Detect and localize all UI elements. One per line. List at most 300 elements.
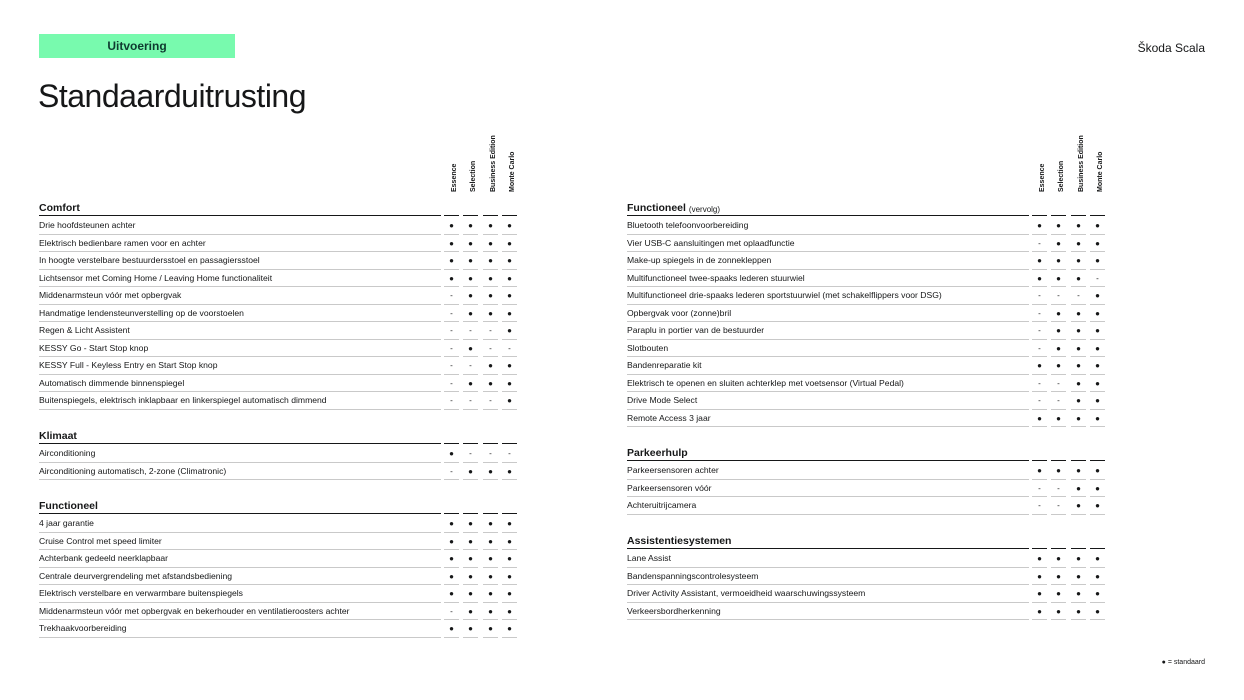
row-label: Parkeersensoren achter (627, 462, 1029, 480)
not-available-dash: - (1071, 287, 1086, 305)
standard-dot: ● (502, 392, 517, 410)
column-header-label: Monte Carlo (509, 151, 516, 192)
standard-dot: ● (1071, 568, 1086, 586)
standard-dot: ● (444, 235, 459, 253)
standard-dot: ● (463, 603, 478, 621)
standard-dot: ● (483, 603, 498, 621)
standard-dot: ● (463, 270, 478, 288)
standard-dot: ● (1090, 480, 1105, 498)
row-label: 4 jaar garantie (39, 515, 441, 533)
header-rule (463, 215, 478, 216)
standard-dot: ● (463, 568, 478, 586)
not-available-dash: - (483, 445, 498, 463)
header-rule (1051, 460, 1066, 461)
table-row (627, 497, 1107, 515)
table-row (39, 375, 519, 393)
standard-dot: ● (444, 533, 459, 551)
not-available-dash: - (463, 445, 478, 463)
header-rule (444, 513, 459, 514)
standard-dot: ● (1090, 357, 1105, 375)
standard-dot: ● (1051, 410, 1066, 428)
not-available-dash: - (1032, 480, 1047, 498)
standard-dot: ● (483, 287, 498, 305)
header-rule (1051, 548, 1066, 549)
table-row (39, 620, 519, 638)
table-row (39, 217, 519, 235)
standard-dot: ● (483, 550, 498, 568)
row-label: Airconditioning automatisch, 2-zone (Climatronic) (39, 463, 441, 481)
standard-dot: ● (444, 270, 459, 288)
table-row (627, 462, 1107, 480)
row-label: Automatisch dimmende binnenspiegel (39, 375, 441, 393)
section (627, 443, 1107, 515)
standard-dot: ● (1090, 497, 1105, 515)
standard-dot: ● (1051, 340, 1066, 358)
section-title (39, 426, 441, 444)
standard-dot: ● (483, 270, 498, 288)
table-row (39, 270, 519, 288)
not-available-dash: - (463, 392, 478, 410)
standard-dot: ● (1032, 462, 1047, 480)
standard-dot: ● (483, 357, 498, 375)
standard-dot: ● (1071, 340, 1086, 358)
row-label: Regen & Licht Assistent (39, 322, 441, 340)
standard-dot: ● (502, 270, 517, 288)
section (39, 198, 519, 410)
standard-dot: ● (483, 217, 498, 235)
table-row (39, 357, 519, 375)
standard-dot: ● (1032, 252, 1047, 270)
table-row (39, 515, 519, 533)
standard-dot: ● (1071, 462, 1086, 480)
standard-dot: ● (483, 235, 498, 253)
standard-dot: ● (502, 305, 517, 323)
standard-dot: ● (444, 252, 459, 270)
standard-dot: ● (1051, 462, 1066, 480)
standard-dot: ● (463, 235, 478, 253)
standard-dot: ● (1090, 322, 1105, 340)
row-label: Centrale deurvergrendeling met afstandsbediening (39, 568, 441, 586)
row-label: Lichtsensor met Coming Home / Leaving Home functionaliteit (39, 270, 441, 288)
section-title-text: Comfort (39, 202, 80, 214)
not-available-dash: - (1032, 235, 1047, 253)
standard-dot: ● (502, 375, 517, 393)
row-label: Vier USB-C aansluitingen met oplaadfunctie (627, 235, 1029, 253)
section-title-text: Klimaat (39, 430, 77, 442)
standard-dot: ● (502, 357, 517, 375)
column-header-label: Selection (470, 160, 477, 192)
standard-dot: ● (463, 463, 478, 481)
header-rule (1071, 215, 1086, 216)
row-label: Handmatige lendensteunverstelling op de voorstoelen (39, 305, 441, 323)
standard-dot: ● (502, 603, 517, 621)
table-row (627, 568, 1107, 586)
row-label: In hoogte verstelbare bestuurdersstoel en passagiersstoel (39, 252, 441, 270)
standard-dot: ● (1071, 375, 1086, 393)
not-available-dash: - (1051, 392, 1066, 410)
column-header (444, 128, 463, 192)
standard-dot: ● (463, 515, 478, 533)
table-row (627, 252, 1107, 270)
table-row (627, 550, 1107, 568)
standard-dot: ● (463, 252, 478, 270)
standard-dot: ● (502, 217, 517, 235)
not-available-dash: - (444, 340, 459, 358)
standard-dot: ● (1071, 392, 1086, 410)
standard-dot: ● (502, 550, 517, 568)
column-header (1032, 128, 1051, 192)
not-available-dash: - (1090, 270, 1105, 288)
not-available-dash: - (444, 357, 459, 375)
table-row (39, 322, 519, 340)
header-rule (463, 443, 478, 444)
standard-dot: ● (1090, 252, 1105, 270)
standard-dot: ● (1051, 217, 1066, 235)
standard-dot: ● (1090, 603, 1105, 621)
column-header-label: Essence (451, 163, 458, 192)
header-rule (444, 215, 459, 216)
section (627, 531, 1107, 620)
row-label: Opbergvak voor (zonne)bril (627, 305, 1029, 323)
not-available-dash: - (1051, 375, 1066, 393)
standard-dot: ● (463, 287, 478, 305)
standard-dot: ● (444, 515, 459, 533)
not-available-dash: - (463, 322, 478, 340)
standard-dot: ● (1071, 252, 1086, 270)
standard-dot: ● (1071, 585, 1086, 603)
row-label: Elektrisch te openen en sluiten achterklep met voetsensor (Virtual Pedal) (627, 375, 1029, 393)
header-rule (1090, 215, 1105, 216)
not-available-dash: - (444, 322, 459, 340)
table-row (39, 445, 519, 463)
standard-dot: ● (463, 375, 478, 393)
standard-dot: ● (502, 235, 517, 253)
column-headers (1032, 128, 1107, 192)
not-available-dash: - (1032, 340, 1047, 358)
not-available-dash: - (444, 392, 459, 410)
row-label: Parkeersensoren vóór (627, 480, 1029, 498)
standard-dot: ● (1051, 322, 1066, 340)
section (39, 496, 519, 638)
section-title (39, 198, 441, 216)
standard-dot: ● (463, 620, 478, 638)
section-header (627, 198, 1107, 217)
not-available-dash: - (463, 357, 478, 375)
not-available-dash: - (502, 340, 517, 358)
standard-dot: ● (1032, 603, 1047, 621)
not-available-dash: - (483, 340, 498, 358)
standard-dot: ● (1090, 305, 1105, 323)
section-header (39, 496, 519, 515)
standard-dot: ● (463, 305, 478, 323)
standard-dot: ● (1090, 340, 1105, 358)
brand-name: Škoda Scala (1137, 41, 1205, 55)
column-header-label: Monte Carlo (1097, 151, 1104, 192)
row-label: KESSY Go - Start Stop knop (39, 340, 441, 358)
standard-dot: ● (1051, 357, 1066, 375)
standard-dot: ● (1051, 603, 1066, 621)
column-header-label: Business Edition (1078, 135, 1085, 192)
standard-dot: ● (1032, 357, 1047, 375)
row-label: Bluetooth telefoonvoorbereiding (627, 217, 1029, 235)
standard-dot: ● (1032, 410, 1047, 428)
standard-dot: ● (483, 305, 498, 323)
standard-dot: ● (1051, 305, 1066, 323)
header-rule (1051, 215, 1066, 216)
header-rule (502, 215, 517, 216)
section (627, 198, 1107, 427)
standard-dot: ● (483, 620, 498, 638)
not-available-dash: - (502, 445, 517, 463)
row-label: Trekhaakvoorbereiding (39, 620, 441, 638)
header-rule (1071, 460, 1086, 461)
not-available-dash: - (483, 322, 498, 340)
row-label: Achterbank gedeeld neerklapbaar (39, 550, 441, 568)
table-row (627, 235, 1107, 253)
header-rule (1032, 460, 1047, 461)
legend: ● = standaard (1161, 659, 1205, 666)
standard-dot: ● (463, 585, 478, 603)
not-available-dash: - (1051, 497, 1066, 515)
row-label: Paraplu in portier van de bestuurder (627, 322, 1029, 340)
standard-dot: ● (483, 585, 498, 603)
standard-dot: ● (444, 620, 459, 638)
standard-dot: ● (1071, 305, 1086, 323)
column-header-label: Selection (1058, 160, 1065, 192)
row-label: Make-up spiegels in de zonnekleppen (627, 252, 1029, 270)
header-rule (1032, 548, 1047, 549)
standard-dot: ● (1090, 392, 1105, 410)
column-header (1071, 128, 1090, 192)
not-available-dash: - (444, 375, 459, 393)
not-available-dash: - (444, 603, 459, 621)
badge-uitvoering: Uitvoering (39, 34, 235, 58)
section-title (627, 198, 1029, 216)
standard-dot: ● (502, 322, 517, 340)
standard-dot: ● (444, 445, 459, 463)
table-row (627, 305, 1107, 323)
section-header (39, 198, 519, 217)
table-row (39, 533, 519, 551)
section-header (627, 443, 1107, 462)
section-title-text: Parkeerhulp (627, 447, 688, 459)
standard-dot: ● (463, 340, 478, 358)
standard-dot: ● (444, 217, 459, 235)
standard-dot: ● (444, 550, 459, 568)
table-row (39, 340, 519, 358)
standard-dot: ● (444, 568, 459, 586)
standard-dot: ● (502, 463, 517, 481)
header-rule (502, 513, 517, 514)
table-row (627, 392, 1107, 410)
column-header (1051, 128, 1070, 192)
row-label: Achteruitrijcamera (627, 497, 1029, 515)
standard-dot: ● (483, 463, 498, 481)
standard-dot: ● (1071, 217, 1086, 235)
table-row (39, 305, 519, 323)
standard-dot: ● (444, 585, 459, 603)
table-row (627, 322, 1107, 340)
row-label: KESSY Full - Keyless Entry en Start Stop knop (39, 357, 441, 375)
row-label: Slotbouten (627, 340, 1029, 358)
column-header (1090, 128, 1109, 192)
not-available-dash: - (1032, 375, 1047, 393)
not-available-dash: - (1032, 497, 1047, 515)
row-label: Bandenreparatie kit (627, 357, 1029, 375)
column-headers (444, 128, 519, 192)
standard-dot: ● (502, 568, 517, 586)
standard-dot: ● (1071, 322, 1086, 340)
standard-dot: ● (1071, 550, 1086, 568)
row-label: Bandenspanningscontrolesysteem (627, 568, 1029, 586)
standard-dot: ● (463, 217, 478, 235)
row-label: Multifunctioneel drie-spaaks lederen sportstuurwiel (met schakelflippers voor DSG) (627, 287, 1029, 305)
standard-dot: ● (1051, 270, 1066, 288)
row-label: Airconditioning (39, 445, 441, 463)
column-header (463, 128, 482, 192)
table-row (39, 550, 519, 568)
standard-dot: ● (1090, 410, 1105, 428)
table-row (627, 287, 1107, 305)
section-subtitle: (vervolg) (688, 205, 721, 214)
table-row (39, 252, 519, 270)
standard-dot: ● (1090, 375, 1105, 393)
standard-dot: ● (502, 533, 517, 551)
section-title-text: Functioneel (627, 202, 686, 214)
column-header (502, 128, 521, 192)
section-header (627, 531, 1107, 550)
standard-dot: ● (502, 585, 517, 603)
header-rule (483, 513, 498, 514)
not-available-dash: - (444, 305, 459, 323)
standard-dot: ● (1071, 603, 1086, 621)
standard-dot: ● (1032, 568, 1047, 586)
row-label: Middenarmsteun vóór met opbergvak (39, 287, 441, 305)
standard-dot: ● (1071, 410, 1086, 428)
section (39, 426, 519, 480)
not-available-dash: - (1051, 480, 1066, 498)
standard-dot: ● (1090, 235, 1105, 253)
page-title: Standaarduitrusting (38, 78, 307, 114)
standard-dot: ● (1051, 235, 1066, 253)
not-available-dash: - (1032, 322, 1047, 340)
header-rule (444, 443, 459, 444)
section-header (39, 426, 519, 445)
standard-dot: ● (1051, 585, 1066, 603)
table-row (627, 270, 1107, 288)
header-rule (1090, 460, 1105, 461)
table-row (39, 287, 519, 305)
table-row (39, 585, 519, 603)
standard-dot: ● (463, 533, 478, 551)
section-title-text: Functioneel (39, 500, 98, 512)
table-row (39, 392, 519, 410)
row-label: Elektrisch bedienbare ramen voor en achter (39, 235, 441, 253)
row-label: Verkeersbordherkenning (627, 603, 1029, 621)
section-title-text: Assistentiesystemen (627, 535, 732, 547)
standard-dot: ● (502, 252, 517, 270)
not-available-dash: - (1051, 287, 1066, 305)
row-label: Driver Activity Assistant, vermoeidheid waarschuwingssysteem (627, 585, 1029, 603)
table-row (39, 603, 519, 621)
standard-dot: ● (1090, 568, 1105, 586)
row-label: Lane Assist (627, 550, 1029, 568)
table-row (627, 585, 1107, 603)
table-row (627, 375, 1107, 393)
column-header-label: Business Edition (490, 135, 497, 192)
section-title (627, 531, 1029, 549)
standard-dot: ● (483, 568, 498, 586)
table-row (627, 603, 1107, 621)
standard-dot: ● (1090, 550, 1105, 568)
row-label: Elektrisch verstelbare en verwarmbare buitenspiegels (39, 585, 441, 603)
header-rule (502, 443, 517, 444)
standard-dot: ● (1090, 585, 1105, 603)
column-header-label: Essence (1039, 163, 1046, 192)
standard-dot: ● (502, 515, 517, 533)
not-available-dash: - (483, 392, 498, 410)
standard-dot: ● (483, 533, 498, 551)
table-row (39, 463, 519, 481)
table-row (627, 340, 1107, 358)
table-row (627, 217, 1107, 235)
row-label: Multifunctioneel twee-spaaks lederen stuurwiel (627, 270, 1029, 288)
header-rule (463, 513, 478, 514)
standard-dot: ● (1090, 217, 1105, 235)
not-available-dash: - (444, 287, 459, 305)
not-available-dash: - (1032, 287, 1047, 305)
table-row (627, 410, 1107, 428)
standard-dot: ● (1032, 217, 1047, 235)
header-rule (1071, 548, 1086, 549)
not-available-dash: - (1032, 305, 1047, 323)
header-rule (1032, 215, 1047, 216)
row-label: Cruise Control met speed limiter (39, 533, 441, 551)
standard-dot: ● (1032, 550, 1047, 568)
row-label: Drie hoofdsteunen achter (39, 217, 441, 235)
row-label: Middenarmsteun vóór met opbergvak en bekerhouder en ventilatieroosters achter (39, 603, 441, 621)
standard-dot: ● (1032, 585, 1047, 603)
table-row (627, 480, 1107, 498)
standard-dot: ● (1051, 550, 1066, 568)
header-rule (483, 215, 498, 216)
table-row (627, 357, 1107, 375)
standard-dot: ● (483, 252, 498, 270)
standard-dot: ● (502, 287, 517, 305)
standard-dot: ● (1090, 287, 1105, 305)
standard-dot: ● (1032, 270, 1047, 288)
standard-dot: ● (1071, 497, 1086, 515)
standard-dot: ● (1071, 480, 1086, 498)
table-row (39, 235, 519, 253)
section-title (627, 443, 1029, 461)
standard-dot: ● (1051, 252, 1066, 270)
row-label: Drive Mode Select (627, 392, 1029, 410)
row-label: Buitenspiegels, elektrisch inklapbaar en linkerspiegel automatisch dimmend (39, 392, 441, 410)
standard-dot: ● (483, 515, 498, 533)
standard-dot: ● (502, 620, 517, 638)
section-title (39, 496, 441, 514)
standard-dot: ● (1071, 357, 1086, 375)
standard-dot: ● (1051, 568, 1066, 586)
table-row (39, 568, 519, 586)
column-header (483, 128, 502, 192)
standard-dot: ● (1071, 270, 1086, 288)
standard-dot: ● (483, 375, 498, 393)
not-available-dash: - (1032, 392, 1047, 410)
standard-dot: ● (1071, 235, 1086, 253)
row-label: Remote Access 3 jaar (627, 410, 1029, 428)
